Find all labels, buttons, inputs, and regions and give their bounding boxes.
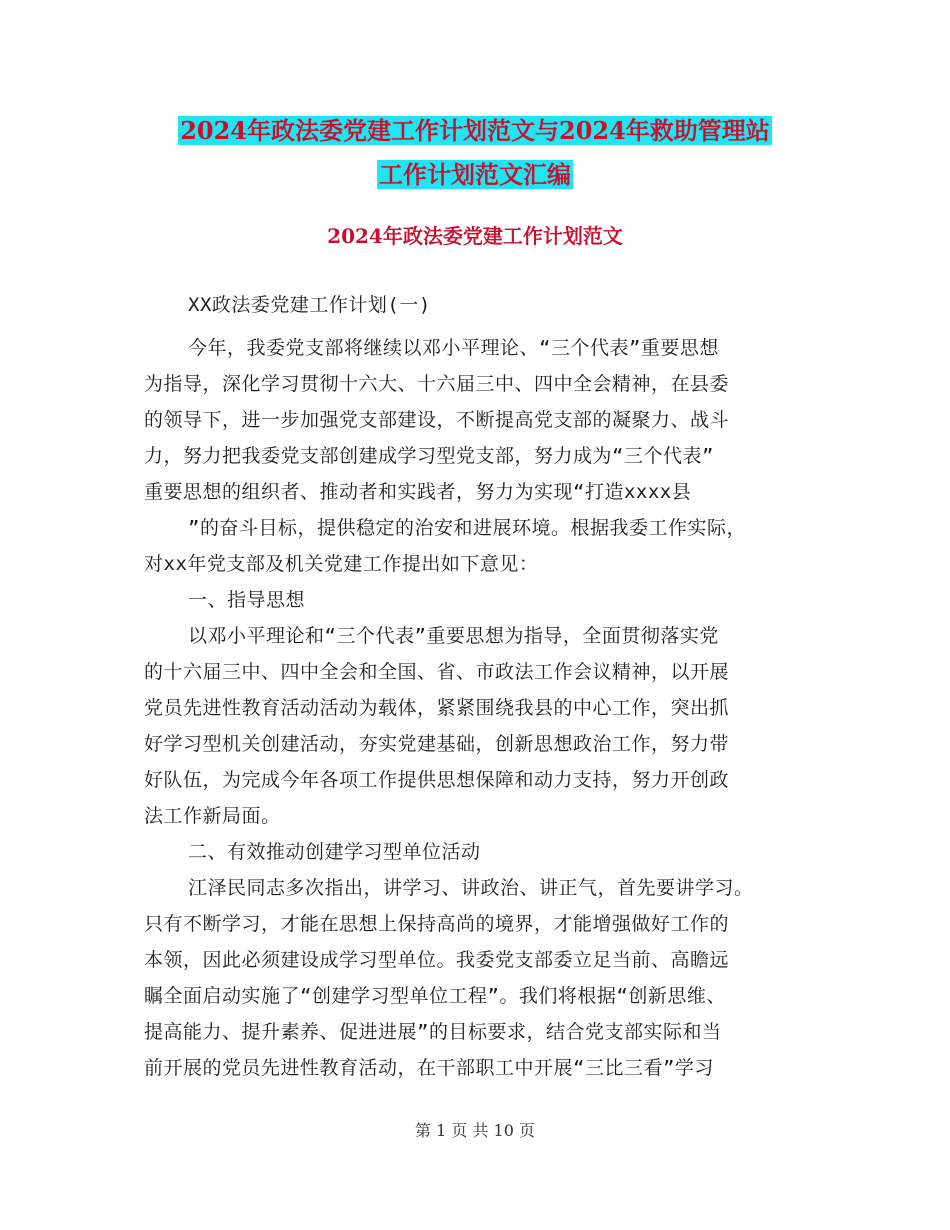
body-line: 好队伍，为完成今年各项工作提供思想保障和动力支持，努力开创政 bbox=[144, 769, 730, 791]
body-line: 提高能力、提升素养、促进进展”的目标要求，结合党支部实际和当 bbox=[144, 1021, 722, 1043]
body-line: 法工作新局面。 bbox=[144, 805, 281, 827]
body-line: 为指导，深化学习贯彻十六大、十六届三中、四中全会精神，在县委 bbox=[144, 373, 730, 395]
document-title-line-1 bbox=[0, 112, 950, 150]
document-title-text-2: 工作计划范文汇编 bbox=[379, 160, 571, 189]
document-title-text-1: 2024年政法委党建工作计划范文与2024年救助管理站 bbox=[180, 116, 770, 145]
body-line: 的十六届三中、四中全会和全国、省、市政法工作会议精神，以开展 bbox=[144, 661, 730, 683]
body-line: 今年，我委党支部将继续以邓小平理论、“三个代表”重要思想 bbox=[188, 337, 719, 359]
body-line: 党员先进性教育活动活动为载体，紧紧围绕我县的中心工作，突出抓 bbox=[144, 697, 730, 719]
body-line: 的领导下，进一步加强党支部建设，不断提高党支部的凝聚力、战斗 bbox=[144, 409, 730, 431]
section-heading: 2024年政法委党建工作计划范文 bbox=[327, 224, 623, 248]
body-line: 二、有效推动创建学习型单位活动 bbox=[188, 841, 481, 863]
body-line: 江泽民同志多次指出，讲学习、讲政治、讲正气，首先要讲学习。 bbox=[188, 877, 754, 899]
page-footer: 第 1 页 共 10 页 bbox=[415, 1121, 535, 1140]
body-line: 以邓小平理论和“三个代表”重要思想为指导，全面贯彻落实党 bbox=[188, 625, 719, 647]
body-line: 瞩全面启动实施了“创建学习型单位工程”。我们将根据“创新思维、 bbox=[144, 985, 726, 1007]
body-line: ”的奋斗目标，提供稳定的治安和进展环境。根据我委工作实际， bbox=[188, 517, 746, 539]
body-line: 好学习型机关创建活动，夯实党建基础，创新思想政治工作，努力带 bbox=[144, 733, 730, 755]
body-line: 本领，因此必须建设成学习型单位。我委党支部委立足当前、高瞻远 bbox=[144, 949, 730, 971]
body-line: 重要思想的组织者、推动者和实践者，努力为实现“打造xxxx县 bbox=[144, 481, 692, 503]
body-line: 前开展的党员先进性教育活动，在干部职工中开展“三比三看”学习 bbox=[144, 1057, 714, 1079]
document-title-line-2 bbox=[0, 156, 950, 194]
body-line: XX政法委党建工作计划(一) bbox=[188, 294, 431, 316]
body-line: 对xx年党支部及机关党建工作提出如下意见： bbox=[144, 553, 539, 575]
body-line: 力，努力把我委党支部创建成学习型党支部，努力成为“三个代表” bbox=[144, 445, 714, 467]
body-line: 只有不断学习，才能在思想上保持高尚的境界，才能增强做好工作的 bbox=[144, 913, 730, 935]
body-line: 一、指导思想 bbox=[188, 589, 306, 611]
